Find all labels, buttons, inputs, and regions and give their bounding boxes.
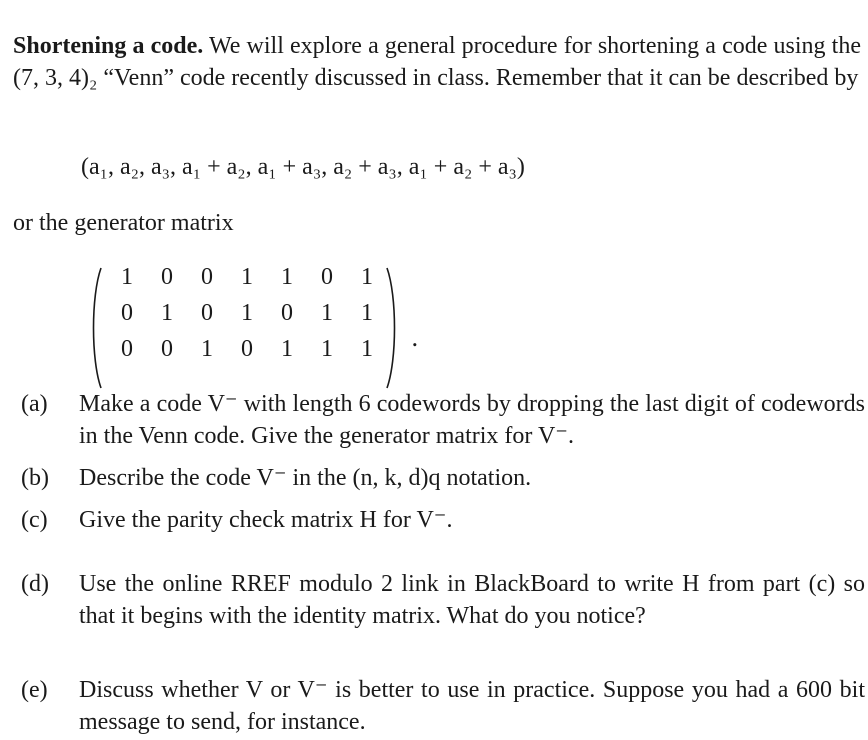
- matrix-cell: 0: [321, 264, 333, 290]
- matrix-period: .: [411, 324, 419, 352]
- part-label: (b): [21, 465, 49, 491]
- question-part: [21, 568, 865, 632]
- matrix-cell: 1: [321, 300, 333, 326]
- generator-matrix-intro: or the generator matrix: [13, 210, 234, 236]
- part-label: (e): [21, 677, 48, 703]
- matrix-body: [107, 264, 387, 372]
- part-text: Discuss whether V or V⁻ is better to use in practice. Suppose you had a 600 bit message to send, for instance.: [79, 677, 865, 735]
- matrix-row: [107, 336, 387, 372]
- matrix-cell: 1: [201, 336, 213, 362]
- matrix-cell: 0: [121, 336, 133, 362]
- matrix-cell: 1: [361, 336, 373, 362]
- part-text: Give the parity check matrix H for V⁻.: [79, 507, 453, 533]
- matrix-cell: 0: [201, 264, 213, 290]
- matrix-cell: 1: [361, 300, 373, 326]
- problem-title: Shortening a code.: [13, 33, 204, 59]
- part-text: Make a code V⁻ with length 6 codewords by dropping the last digit of codewords in the Venn code. Give the generator matrix for V⁻.: [79, 391, 865, 449]
- matrix-cell: 1: [281, 336, 293, 362]
- matrix-cell: 0: [281, 300, 293, 326]
- matrix-cell: 1: [121, 264, 133, 290]
- part-text: Use the online RREF modulo 2 link in BlackBoard to write H from part (c) so that it begins with the identity matrix. What do you notice?: [79, 571, 865, 629]
- left-paren: [89, 266, 103, 390]
- matrix-cell: 1: [321, 336, 333, 362]
- matrix-cell: 1: [161, 300, 173, 326]
- matrix-row: [107, 264, 387, 300]
- question-part: [21, 388, 865, 452]
- question-part: [21, 462, 865, 494]
- problem-page: [13, 30, 865, 735]
- matrix-cell: 0: [241, 336, 253, 362]
- question-part: [21, 674, 865, 738]
- matrix-cell: 0: [121, 300, 133, 326]
- matrix-cell: 1: [281, 264, 293, 290]
- matrix-cell: 0: [161, 264, 173, 290]
- matrix-cell: 1: [361, 264, 373, 290]
- matrix-row: [107, 300, 387, 336]
- matrix-cell: 1: [241, 300, 253, 326]
- question-part: [21, 504, 865, 536]
- matrix-cell: 1: [241, 264, 253, 290]
- codeword-formula: (a₁, a₂, a₃, a₁ + a₂, a₁ + a₃, a₂ + a₃, a₁ + a₂ + a₃): [81, 154, 525, 180]
- part-text: Describe the code V⁻ in the (n, k, d)q notation.: [79, 465, 532, 491]
- right-paren: [385, 266, 399, 390]
- part-label: (a): [21, 391, 48, 417]
- part-label: (d): [21, 571, 49, 597]
- matrix-cell: 0: [201, 300, 213, 326]
- intro-paragraph: [13, 30, 861, 94]
- matrix-cell: 0: [161, 336, 173, 362]
- intro-text: We will explore a general procedure for shortening a code using the (7, 3, 4)₂ “Venn” code recently discussed in class. Remember that it can be described by: [13, 33, 861, 91]
- part-label: (c): [21, 507, 48, 533]
